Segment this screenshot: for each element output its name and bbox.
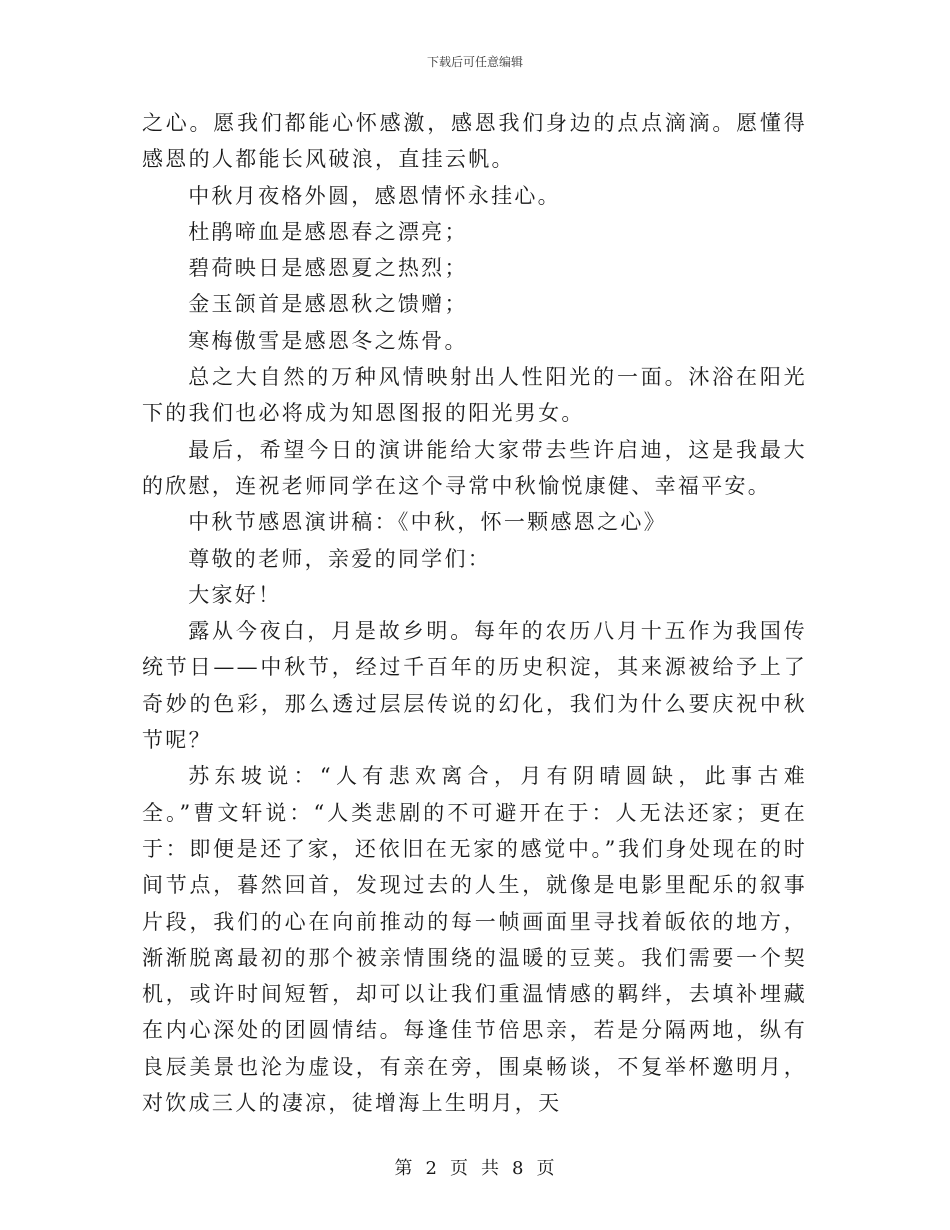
paragraph: 金玉颌首是感恩秋之馈赠；	[188, 292, 468, 317]
greeting: 大家好！	[188, 582, 282, 607]
paragraph: 苏东坡说：“人有悲欢离合，月有阴晴圆缺，此事古难全。”曹文轩说：“人类悲剧的不可避开在于：人无法还家；更在于：即便是还了家，还依旧在无家的感觉中。”我们身处现在的时间节点，暮然回首，发现过去的人生，就像是电影里配乐的叙事片段，我们的心在向前推动的每一帧画面里寻找着皈依的地方，渐渐脱离最初的那个被亲情围绕的温暖的豆荚。我们需要一个契机，或许时间短暂，却可以让我们重温情感的羁绊，去填补埋藏在内心深处的团圆情结。每逢佳节倍思亲，若是分隔两地，纵有良辰美景也沦为虚设，有亲在旁，围桌畅谈，不复举杯邀明月，对饮成三人的凄凉，徒增海上生明月，天	[142, 764, 807, 1116]
page-footer	[0, 1154, 950, 1180]
total-pages-number: 8	[512, 1158, 525, 1179]
paragraph: 寒梅傲雪是感恩冬之炼骨。	[188, 328, 468, 353]
paragraph: 碧荷映日是感恩夏之热烈；	[188, 256, 468, 281]
paragraph-continuation: 之心。愿我们都能心怀感激，感恩我们身边的点点滴滴。愿懂得感恩的人都能长风破浪，直挂云帆。	[142, 111, 807, 172]
page-label-suffix: 页	[536, 1158, 556, 1179]
salutation: 尊敬的老师，亲爱的同学们：	[188, 546, 492, 571]
document-body	[142, 105, 807, 1121]
paragraph: 露从今夜白，月是故乡明。每年的农历八月十五作为我国传统节日——中秋节，经过千百年的历史积淀，其来源被给予上了奇妙的色彩，那么透过层层传说的幻化，我们为什么要庆祝中秋节呢？	[142, 619, 807, 753]
page-label-prefix: 第	[394, 1158, 414, 1179]
speech-title: 中秋节感恩演讲稿：《中秋，怀一颗感恩之心》	[188, 510, 667, 535]
total-label: 共	[481, 1158, 500, 1179]
paragraph: 最后，希望今日的演讲能给大家带去些许启迪，这是我最大的欣慰，连祝老师同学在这个寻常中秋愉悦康健、幸福平安。	[142, 437, 807, 498]
paragraph: 总之大自然的万种风情映射出人性阳光的一面。沐浴在阳光下的我们也必将成为知恩图报的阳光男女。	[142, 365, 807, 426]
paragraph: 杜鹃啼血是感恩春之漂亮；	[188, 219, 468, 244]
paragraph: 中秋月夜格外圆，感恩情怀永挂心。	[188, 183, 561, 208]
page-label-mid: 页	[450, 1158, 469, 1179]
page-header: 下载后可任意编辑	[426, 55, 523, 69]
current-page-number: 2	[425, 1158, 438, 1179]
